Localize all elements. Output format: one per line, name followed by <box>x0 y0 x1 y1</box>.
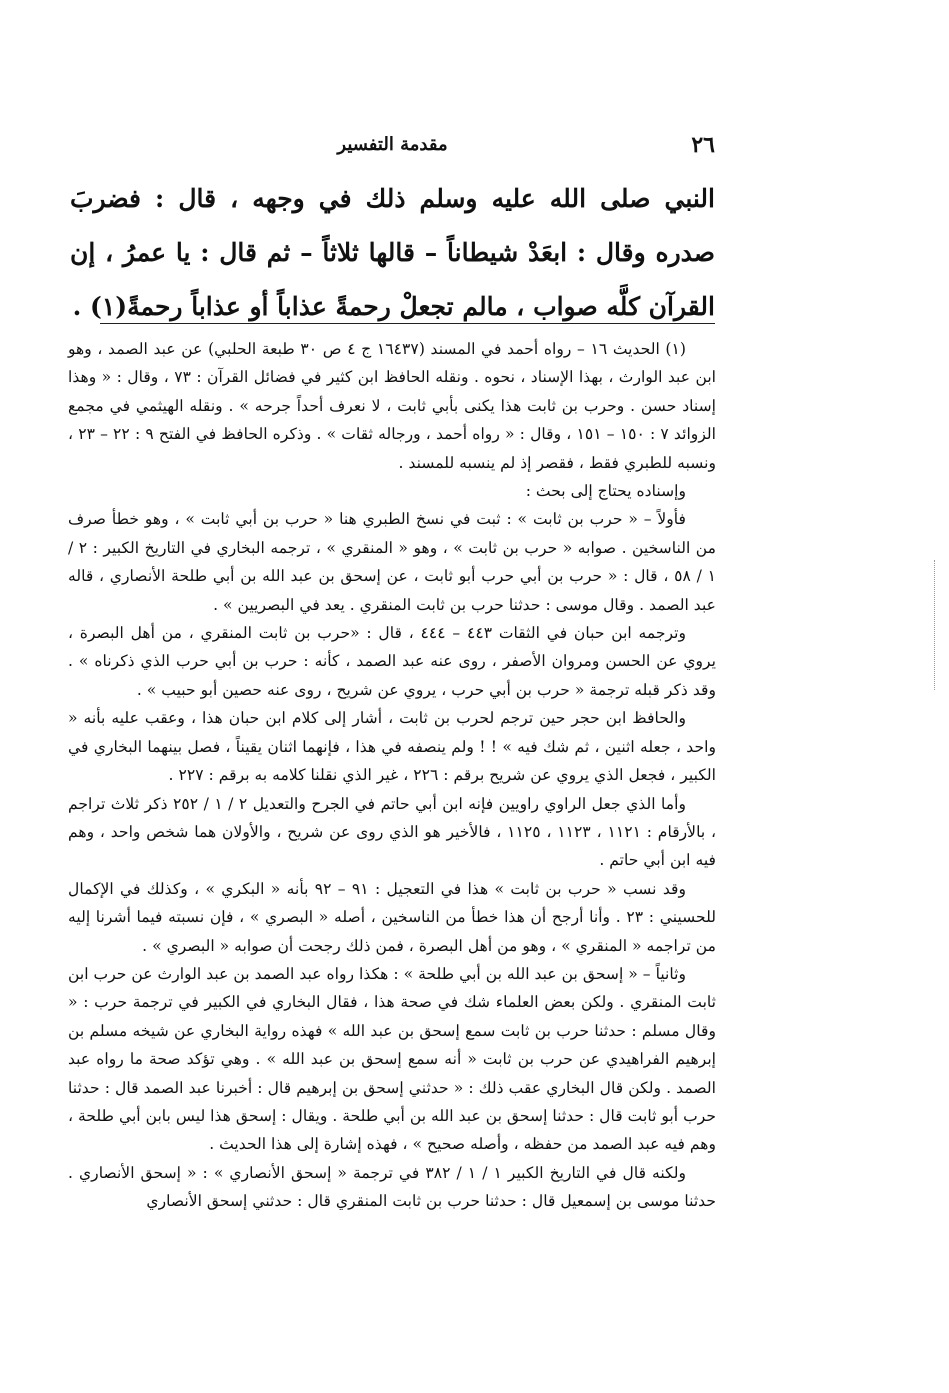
footnote-paragraph: وثانياً – « إسحق بن عبد الله بن أبي طلحة » : هكذا رواه عبد الصمد بن عبد الوارث عن حرب ابن ثابت المنقري . ولكن بعض العلماء شك في صحة هذا ، فقال البخاري في الكبير في ترجمة حرب : « وقال مسلم : حدثنا حرب بن ثابت سمع إسحق بن عبد الله » فهذه رواية البخاري عن شيخه مسلم بن إبرهيم الفراهيدي عن حرب بن ثابت « أنه سمع إسحق بن عبد الله » . وهي تؤكد صحة ما رواه عبد الصمد . ولكن قال البخاري عقب ذلك : « حدثني إسحق بن إبرهيم قال : أخبرنا عبد الصمد قال : حدثنا حرب أبو ثابت قال : حدثنا إسحق بن عبد الله بن أبي طلحة . ويقال : إسحق هذا ليس بابن أبي طلحة ، وهم فيه عبد الصمد من حفظه ، وأصله صحيح » ، فهذه إشارة إلى هذا الحديث . <box>68 964 716 1154</box>
footnote-paragraph: والحافظ ابن حجر حين ترجم لحرب بن ثابت ، أشار إلى كلام ابن حبان هذا ، وعقب عليه بأنه « واحد ، جعله اثنين ، ثم شك فيه » ! ! ولم ينصفه في هذا ، فإنهما اثنان يقيناً ، فصل بينهما البخاري في الكبير ، فجعل الذي يروي عن شريح برقم : ٢٢٦ ، غير الذي نقلنا كلامه به برقم : ٢٢٧ . <box>68 709 716 785</box>
footnote-paragraph: ولكنه قال في التاريخ الكبير ١ / ١ / ٣٨٢ في ترجمة « إسحق الأنصاري » : « إسحق الأنصاري . حدثنا موسى بن إسمعيل قال : حدثنا حرب بن ثابت المنقري قال : حدثني إسحق الأنصاري <box>68 1163 716 1211</box>
footnote-paragraph: وإسناده يحتاج إلى بحث : <box>525 482 686 501</box>
footnote-paragraph: (١) الحديث ١٦ – رواه أحمد في المسند (١٦٤٣٧ ج ٤ ص ٣٠ طبعة الحلبي) عن عبد الصمد ، وهو ابن عبد الوارث ، بهذا الإسناد ، نحوه . ونقله الحافظ ابن كثير في فضائل القرآن : ٧٣ ، وقال : « وهذا إسناد حسن . وحرب بن ثابت هذا يكنى بأبي ثابت ، لا نعرف أحداً جرحه » . ونقله الهيثمي في مجمع الزوائد ٧ : ١٥٠ – ١٥١ ، وقال : « رواه أحمد ، ورجاله ثقات » . وذكره الحافظ في الفتح ٩ : ٢٢ – ٢٣ ، ونسبه للطبري فقط ، فقصر إذ لم ينسبه للمسند . <box>68 340 717 472</box>
running-title: مقدمة التفسير <box>337 134 448 155</box>
page-header <box>70 132 715 168</box>
scan-edge-marks <box>934 560 939 690</box>
footnote-paragraph: فأولاً – « حرب بن ثابت » : ثبت في نسخ الطبري هنا « حرب بن أبي ثابت » ، وهو خطأ صرف من الناسخين . صوابه « حرب بن ثابت » ، وهو « المنقري » ، ترجمه البخاري في التاريخ الكبير : ٢ / ١ / ٥٨ ، قال : « حرب بن أبي حرب أبو ثابت ، عن إسحق بن عبد الله بن أبي طلحة الأنصاري ، قاله عبد الصمد . وقال موسى : حدثنا حرب بن ثابت المنقري . يعد في البصريين » . <box>68 510 716 614</box>
footnote-paragraph: وأما الذي جعل الراوي راويين فإنه ابن أبي حاتم في الجرح والتعديل ٢ / ١ / ٢٥٢ ذكر ثلاث تراجم ، بالأرقام : ١١٢١ ، ١١٢٣ ، ١١٢٥ ، فالأخير هو الذي روى عن شريح ، والأولان هما شخص واحد ، وهم فيه ابن أبي حاتم . <box>68 794 716 870</box>
footnote-paragraph: وقد نسب « حرب بن ثابت » هذا في التعجيل : ٩١ – ٩٢ بأنه « البكري » ، وكذلك في الإكمال للحسيني : ٢٣ . وأنا أرجح أن هذا خطأ من الناسخين ، أصله « البصري » ، فإن نسبته فيما أشرنا إليه من تراجمه « المنقري » ، وهو من أهل البصرة ، فمن ذلك رجحت أن صوابه « البصري » . <box>68 879 716 955</box>
footnote-separator <box>100 323 715 324</box>
page-number: ٢٦ <box>691 132 715 158</box>
main-text: النبي صلى الله عليه وسلم ذلك في وجهه ، قال : فضربَ صدره وقال : ابعَدْ شيطاناً – قالها ثلاثاً – ثم قال : يا عمرُ ، إن القرآن كلَّه صواب ، مالم تجعلْ رحمةً عذاباً أو عذاباً رحمةً(١) . <box>70 184 716 321</box>
footnote-paragraph: وترجمه ابن حبان في الثقات ٤٤٣ – ٤٤٤ ، قال : «حرب بن ثابت المنقري ، من أهل البصرة ، يروي عن الحسن ومروان الأصفر ، روى عنه عبد الصمد ، كأنه : حرب بن أبي حرب الذي ذكرناه » . وقد ذكر قبله ترجمة « حرب بن أبي حرب ، يروي عن شريح ، روى عنه حصين أبو حبيب » . <box>68 624 716 699</box>
footnotes <box>68 335 716 1216</box>
